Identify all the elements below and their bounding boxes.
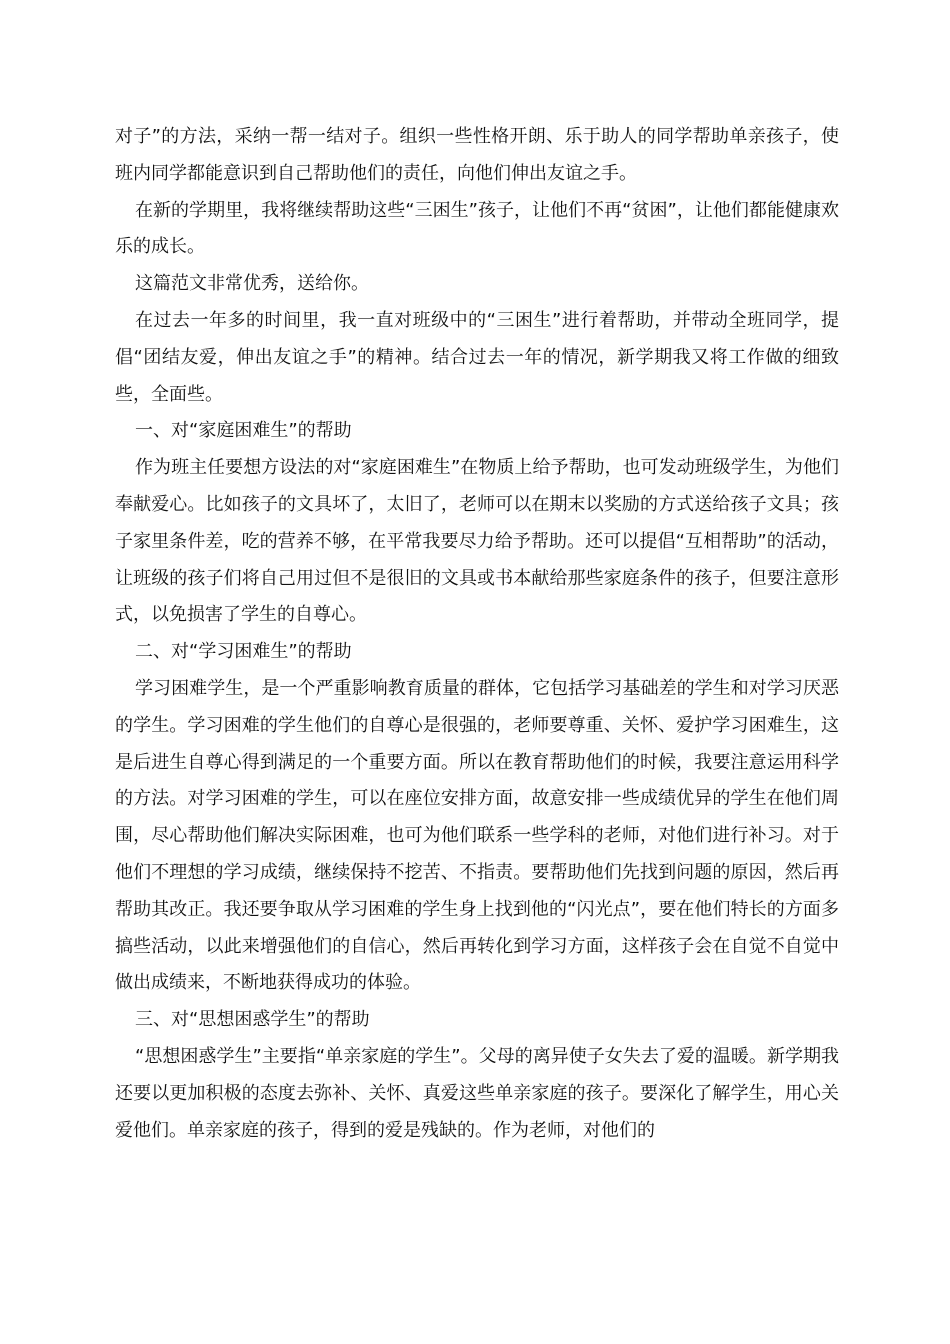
paragraph: 对子”的方法，采纳一帮一结对子。组织一些性格开朗、乐于助人的同学帮助单亲孩子，使班内同学都能意识到自己帮助他们的责任，向他们伸出友谊之手。 xyxy=(115,126,839,184)
section-heading: 一、对“家庭困难生”的帮助 xyxy=(135,420,352,442)
paragraph: 这篇范文非常优秀，送给你。 xyxy=(135,273,369,295)
paragraph: 作为班主任要想方设法的对“家庭困难生”在物质上给予帮助，也可发动班级学生，为他们奉献爱心。比如孩子的文具坏了，太旧了，老师可以在期末以奖励的方式送给孩子文具；孩子家里条件差，吃的营养不够，在平常我要尽力给予帮助。还可以提倡“互相帮助”的活动，让班级的孩子们将自己用过但不是很旧的文具或书本献给那些家庭条件的孩子，但要注意形式，以免损害了学生的自尊心。 xyxy=(115,457,839,626)
paragraph: 在新的学期里，我将继续帮助这些“三困生”孩子，让他们不再“贫困”，让他们都能健康欢乐的成长。 xyxy=(115,199,839,258)
paragraph: “思想困惑学生”主要指“单亲家庭的学生”。父母的离异使子女失去了爱的温暖。新学期我还要以更加积极的态度去弥补、关怀、真爱这些单亲家庭的孩子。要深化了解学生，用心关爱他们。单亲家庭的孩子，得到的爱是残缺的。作为老师，对他们的 xyxy=(115,1045,839,1141)
paragraph: 在过去一年多的时间里，我一直对班级中的“三困生”进行着帮助，并带动全班同学，提倡“团结友爱，伸出友谊之手”的精神。结合过去一年的情况，新学期我又将工作做的细致些，全面些。 xyxy=(115,309,839,405)
paragraph: 学习困难学生，是一个严重影响教育质量的群体，它包括学习基础差的学生和对学习厌恶的学生。学习困难的学生他们的自尊心是很强的，老师要尊重、关怀、爱护学习困难生，这是后进生自尊心得到满足的一个重要方面。所以在教育帮助他们的时候，我要注意运用科学的方法。对学习困难的学生，可以在座位安排方面，故意安排一些成绩优异的学生在他们周围，尽心帮助他们解决实际困难，也可为他们联系一些学科的老师，对他们进行补习。对于他们不理想的学习成绩，继续保持不挖苦、不指责。要帮助他们先找到问题的原因，然后再帮助其改正。我还要争取从学习困难的学生身上找到他的“闪光点”，要在他们特长的方面多搞些活动，以此来增强他们的自信心，然后再转化到学习方面，这样孩子会在自觉不自觉中做出成绩来，不断地获得成功的体验。 xyxy=(115,677,839,994)
section-heading: 三、对“思想困惑学生”的帮助 xyxy=(135,1009,370,1031)
section-heading: 二、对“学习困难生”的帮助 xyxy=(135,641,352,663)
document-body xyxy=(115,119,839,1149)
